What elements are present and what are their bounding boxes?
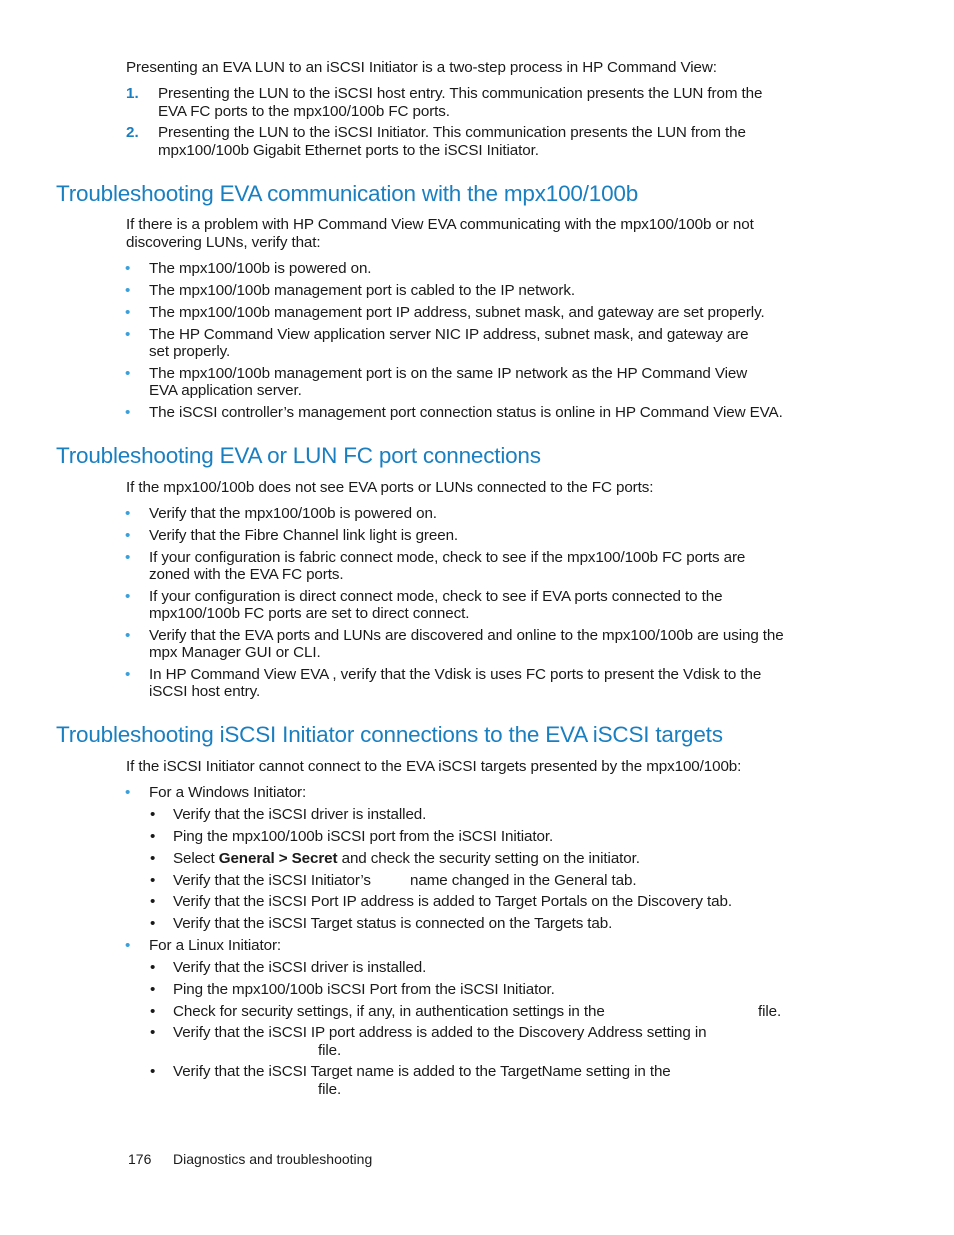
list-item-continued: zoned with the EVA FC ports.: [149, 566, 344, 583]
bullet-icon: •: [125, 549, 131, 566]
bullet-icon: •: [125, 505, 131, 522]
sub-list-item: Verify that the iSCSI IP port address is added to the Discovery Address setting in: [173, 1024, 707, 1041]
bullet-icon: •: [125, 627, 131, 644]
file-word: file.: [318, 1081, 342, 1098]
list-item: The mpx100/100b management port is on the same IP network as the HP Command View: [149, 365, 748, 382]
sub-bullet-icon: •: [150, 981, 156, 998]
step-text: mpx100/100b Gigabit Ethernet ports to the iSCSI Initiator.: [158, 142, 539, 159]
list-item: Verify that the Fibre Channel link light is green.: [149, 527, 459, 544]
select-suffix: and check the security setting on the initiator.: [341, 850, 640, 867]
intro-paragraph: Presenting an EVA LUN to an iSCSI Initiator is a two-step process in HP Command View:: [126, 59, 717, 76]
sub-bullet-icon: •: [150, 828, 156, 845]
list-item: Verify that the EVA ports and LUNs are discovered and online to the mpx100/100b are using the: [149, 627, 784, 644]
sub-bullet-icon: •: [150, 1003, 156, 1020]
list-item: The iSCSI controller’s management port connection status is online in HP Command View EVA.: [149, 404, 783, 421]
list-item: For a Linux Initiator:: [149, 937, 282, 954]
list-item: The mpx100/100b is powered on.: [149, 260, 372, 277]
chapter-title: Diagnostics and troubleshooting: [173, 1151, 373, 1167]
list-item: For a Windows Initiator:: [149, 784, 307, 801]
sub-list-item: Ping the mpx100/100b iSCSI Port from the iSCSI Initiator.: [173, 981, 555, 998]
section-heading: Troubleshooting EVA communication with the mpx100/100b: [56, 181, 639, 206]
list-item: The mpx100/100b management port IP address, subnet mask, and gateway are set properly.: [149, 304, 765, 321]
sub-list-item: Verify that the iSCSI Initiator’s: [173, 872, 371, 889]
bullet-icon: •: [125, 304, 131, 321]
sub-list-item: Verify that the iSCSI driver is installed.: [173, 806, 427, 823]
sub-bullet-icon: •: [150, 872, 156, 889]
sub-list-item: Verify that the iSCSI Target status is connected on the Targets tab.: [173, 915, 613, 932]
file-word: file.: [318, 1042, 342, 1059]
bullet-icon: •: [125, 260, 131, 277]
list-item-continued: iSCSI host entry.: [149, 683, 261, 700]
menu-path: General > Secret: [218, 850, 338, 867]
sub-bullet-icon: •: [150, 893, 156, 910]
sub-list-item: [173, 850, 640, 867]
select-prefix: Select: [173, 850, 215, 867]
sub-bullet-icon: •: [150, 1024, 156, 1041]
sub-list-item-tail: name changed in the General tab.: [410, 872, 637, 889]
bullet-icon: •: [125, 784, 131, 801]
section-heading: Troubleshooting iSCSI Initiator connections to the EVA iSCSI targets: [56, 722, 723, 747]
page-number: 176: [128, 1151, 152, 1167]
bullet-icon: •: [125, 666, 131, 683]
list-item: Verify that the mpx100/100b is powered on.: [149, 505, 437, 522]
bullet-icon: •: [125, 527, 131, 544]
list-item-continued: set properly.: [149, 343, 231, 360]
bullet-icon: •: [125, 937, 131, 954]
sub-list-item: Check for security settings, if any, in authentication settings in the: [173, 1003, 605, 1020]
sub-bullet-icon: •: [150, 850, 156, 867]
section-intro: If there is a problem with HP Command View EVA communicating with the mpx100/100b or not: [126, 216, 754, 233]
sub-bullet-icon: •: [150, 806, 156, 823]
sub-bullet-icon: •: [150, 915, 156, 932]
step-number: 2.: [126, 124, 139, 141]
sub-bullet-icon: •: [150, 1063, 156, 1080]
step-text: Presenting the LUN to the iSCSI host entry. This communication presents the LUN from the: [158, 85, 763, 102]
list-item: The HP Command View application server NIC IP address, subnet mask, and gateway are: [149, 326, 749, 343]
step-text: EVA FC ports to the mpx100/100b FC ports.: [158, 103, 450, 120]
step-text: Presenting the LUN to the iSCSI Initiator. This communication presents the LUN from the: [158, 124, 746, 141]
bullet-icon: •: [125, 282, 131, 299]
bullet-icon: •: [125, 365, 131, 382]
section-intro: If the iSCSI Initiator cannot connect to the EVA iSCSI targets presented by the mpx100/100b:: [126, 758, 742, 775]
list-item-continued: mpx100/100b FC ports are set to direct connect.: [149, 605, 470, 622]
bullet-icon: •: [125, 326, 131, 343]
sub-list-item: Verify that the iSCSI Port IP address is added to Target Portals on the Discovery tab.: [173, 893, 732, 910]
list-item: The mpx100/100b management port is cabled to the IP network.: [149, 282, 575, 299]
list-item-continued: EVA application server.: [149, 382, 302, 399]
list-item-continued: mpx Manager GUI or CLI.: [149, 644, 321, 661]
bullet-icon: •: [125, 404, 131, 421]
bullet-icon: •: [125, 588, 131, 605]
sub-bullet-icon: •: [150, 959, 156, 976]
sub-list-item: Verify that the iSCSI Target name is added to the TargetName setting in the: [173, 1063, 671, 1080]
section-intro: If the mpx100/100b does not see EVA ports or LUNs connected to the FC ports:: [126, 479, 654, 496]
sub-list-item: Verify that the iSCSI driver is installed.: [173, 959, 427, 976]
list-item: If your configuration is direct connect mode, check to see if EVA ports connected to the: [149, 588, 723, 605]
section-heading: Troubleshooting EVA or LUN FC port connections: [56, 443, 541, 468]
sub-list-item: Ping the mpx100/100b iSCSI port from the iSCSI Initiator.: [173, 828, 554, 845]
step-number: 1.: [126, 85, 139, 102]
section-intro: discovering LUNs, verify that:: [126, 234, 321, 251]
file-word: file.: [758, 1003, 782, 1020]
list-item: In HP Command View EVA , verify that the Vdisk is uses FC ports to present the Vdisk to the: [149, 666, 762, 683]
list-item: If your configuration is fabric connect mode, check to see if the mpx100/100b FC ports are: [149, 549, 746, 566]
